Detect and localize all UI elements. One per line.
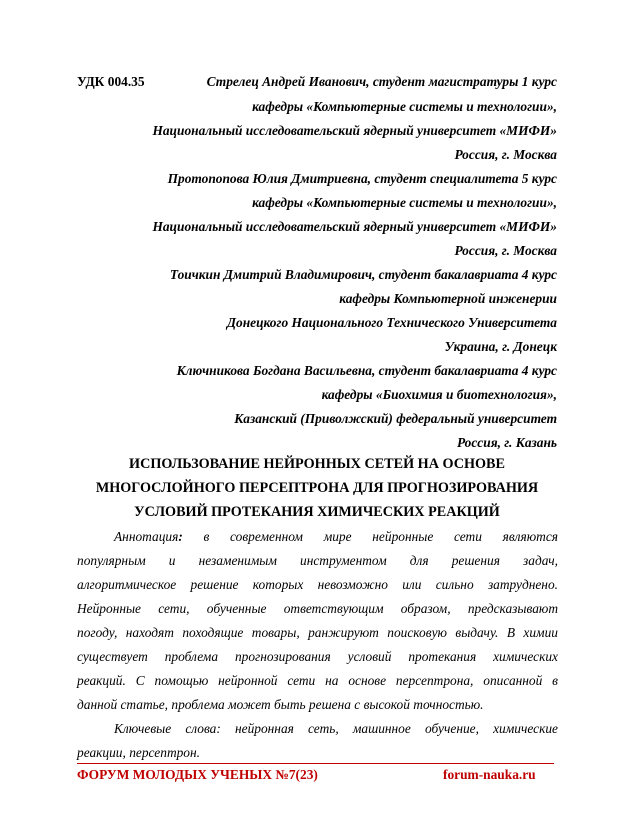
abstract-text-1: в современном мире нейронные сети являются [182,529,558,544]
author-1-location: Россия, г. Москва [454,147,557,162]
author-3-department: кафедры Компьютерной инженерии [339,291,557,306]
footer-journal: ФОРУМ МОЛОДЫХ УЧЕНЫХ №7(23) [77,767,318,782]
article-title-line-2: МНОГОСЛОЙНОГО ПЕРСЕПТРОНА ДЛЯ ПРОГНОЗИРОВАНИЯ [95,480,539,496]
abstract-colon: : [178,529,183,544]
footer-site: forum-nauka.ru [443,767,536,782]
author-4-location: Россия, г. Казань [456,435,557,450]
abstract-line-8: данной статье, проблема может быть решена с высокой точностью. [77,697,484,712]
footer-divider [77,763,554,764]
author-3-location: Украина, г. Донецк [444,339,557,354]
udc-code: УДК 004.35 [77,74,145,89]
author-1-name: Стрелец Андрей Иванович, студент магистратуры 1 курс [206,74,557,89]
author-1-department: кафедры «Компьютерные системы и технологии», [252,99,557,114]
abstract-line-6: существует проблема прогнозирования условий протекания химических [77,649,558,664]
author-2-name: Протопопова Юлия Дмитриевна, студент специалитета 5 курс [167,171,557,186]
abstract-line-3: алгоритмическое решение которых невозможно или сильно затруднено. [77,577,558,592]
abstract-label: Аннотация [114,529,179,544]
article-title-line-1: ИСПОЛЬЗОВАНИЕ НЕЙРОННЫХ СЕТЕЙ НА ОСНОВЕ [129,456,505,472]
author-3-university: Донецкого Национального Технического Университета [226,315,557,330]
article-title-line-3: УСЛОВИЙ ПРОТЕКАНИЯ ХИМИЧЕСКИХ РЕАКЦИЙ [134,504,500,520]
abstract-line-5: погоду, находят походящие товары, ранжируют поисковую выдачу. В химии [77,625,558,640]
author-2-location: Россия, г. Москва [454,243,557,258]
author-3-name: Тоичкин Дмитрий Владимирович, студент бакалавриата 4 курс [169,267,557,282]
author-2-department: кафедры «Компьютерные системы и технологии», [252,195,557,210]
abstract-line-7: реакций. С помощью нейронной сети на основе персептрона, описанной в [77,673,558,688]
keywords-line-1: Ключевые слова: нейронная сеть, машинное обучение, химические [114,721,558,736]
abstract-line-2: популярным и незаменимым инструментом для решения задач, [77,553,558,568]
author-4-department: кафедры «Биохимия и биотехнология», [321,387,557,402]
author-1-university: Национальный исследовательский ядерный университет «МИФИ» [152,123,557,138]
author-4-name: Ключникова Богдана Васильевна, студент бакалавриата 4 курс [176,363,557,378]
abstract-line-4: Нейронные сети, обученные ответствующим образом, предсказывают [77,601,558,616]
author-2-university: Национальный исследовательский ядерный университет «МИФИ» [152,219,557,234]
author-4-university: Казанский (Приволжский) федеральный университет [234,411,557,426]
keywords-line-2: реакции, персептрон. [77,745,200,760]
abstract-line-1 [114,529,558,545]
